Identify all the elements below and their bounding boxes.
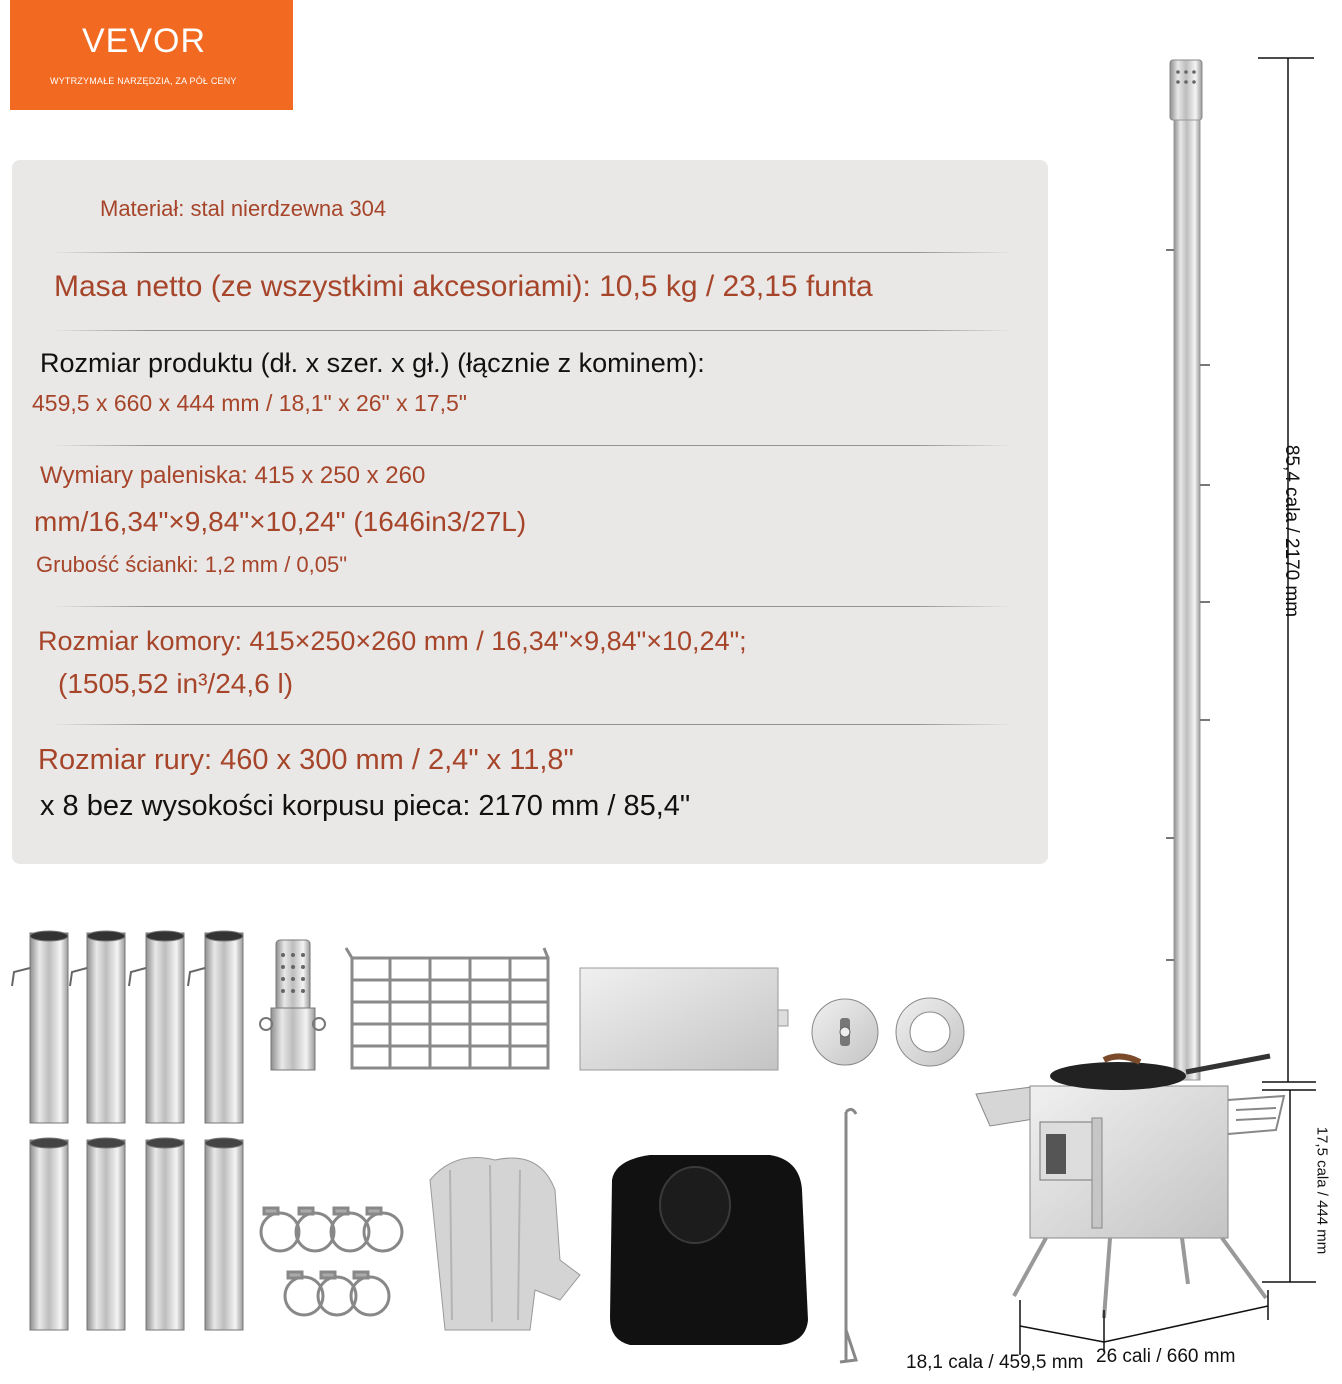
chimney-pipe-icon — [1166, 60, 1210, 1080]
spec-material: Materiał: stal nierdzewna 304 — [100, 196, 387, 221]
pipe-section-icon — [30, 1138, 68, 1330]
spec-chamber-line2: (1505,52 in³/24,6 l) — [58, 668, 294, 699]
spark-arrestor-icon — [260, 940, 325, 1070]
spec-pipe-line1: Rozmiar rury: 460 x 300 mm / 2,4" x 11,8" — [38, 744, 574, 776]
pipe-section-icon — [188, 931, 243, 1123]
spec-product-size-label: Rozmiar produktu (dł. x szer. x gł.) (łącznie z kominem): — [40, 348, 705, 378]
dimension-depth: 18,1 cala / 459,5 mm — [906, 1352, 1084, 1373]
pipe-section-icon — [146, 1138, 184, 1330]
dimension-width: 26 cali / 660 mm — [1096, 1346, 1236, 1367]
spec-product-size-value: 459,5 x 660 x 444 mm / 18,1" x 26" x 17,5" — [32, 390, 467, 416]
pipe-section-icon — [205, 1138, 243, 1330]
spec-firebox-line1: Wymiary paleniska: 415 x 250 x 260 — [40, 462, 426, 489]
hose-clamp-icon — [261, 1208, 402, 1315]
poker-hook-icon — [840, 1109, 856, 1362]
brand-name: VEVOR — [82, 22, 207, 60]
spec-net-weight: Masa netto (ze wszystkimi akcesoriami): 10,5 kg / 23,15 funta — [54, 270, 873, 303]
gloves-icon — [430, 1158, 580, 1331]
spec-pipe-line2: x 8 bez wysokości korpusu pieca: 2170 mm / 85,4" — [40, 790, 691, 822]
damper-plate-icon — [812, 999, 878, 1065]
pipe-section-icon — [129, 931, 184, 1123]
storage-bag-icon — [610, 1155, 808, 1345]
dimension-chimney-height: 85,4 cala / 2170 mm — [1281, 444, 1303, 618]
grill-rack-icon — [346, 948, 548, 1068]
brand-slogan: WYTRZYMAŁE NARZĘDZIA, ZA PÓŁ CENY — [50, 76, 237, 86]
spec-wall-thickness: Grubość ścianki: 1,2 mm / 0,05" — [36, 552, 348, 577]
dimension-stove-height: 17,5 cala / 444 mm — [1313, 1126, 1331, 1255]
side-shelf-icon — [580, 968, 788, 1070]
spec-firebox-line2: mm/16,34"×9,84"×10,24" (1646in3/27L) — [34, 506, 527, 537]
pipe-section-icon — [12, 931, 68, 1123]
tent-stove-icon — [976, 1056, 1284, 1318]
pipe-section-icon — [87, 1138, 125, 1330]
pipe-section-icon — [70, 931, 125, 1123]
spec-chamber-line1: Rozmiar komory: 415×250×260 mm / 16,34"×9,84"×10,24"; — [38, 626, 747, 656]
pipe-collar-icon — [896, 998, 964, 1066]
